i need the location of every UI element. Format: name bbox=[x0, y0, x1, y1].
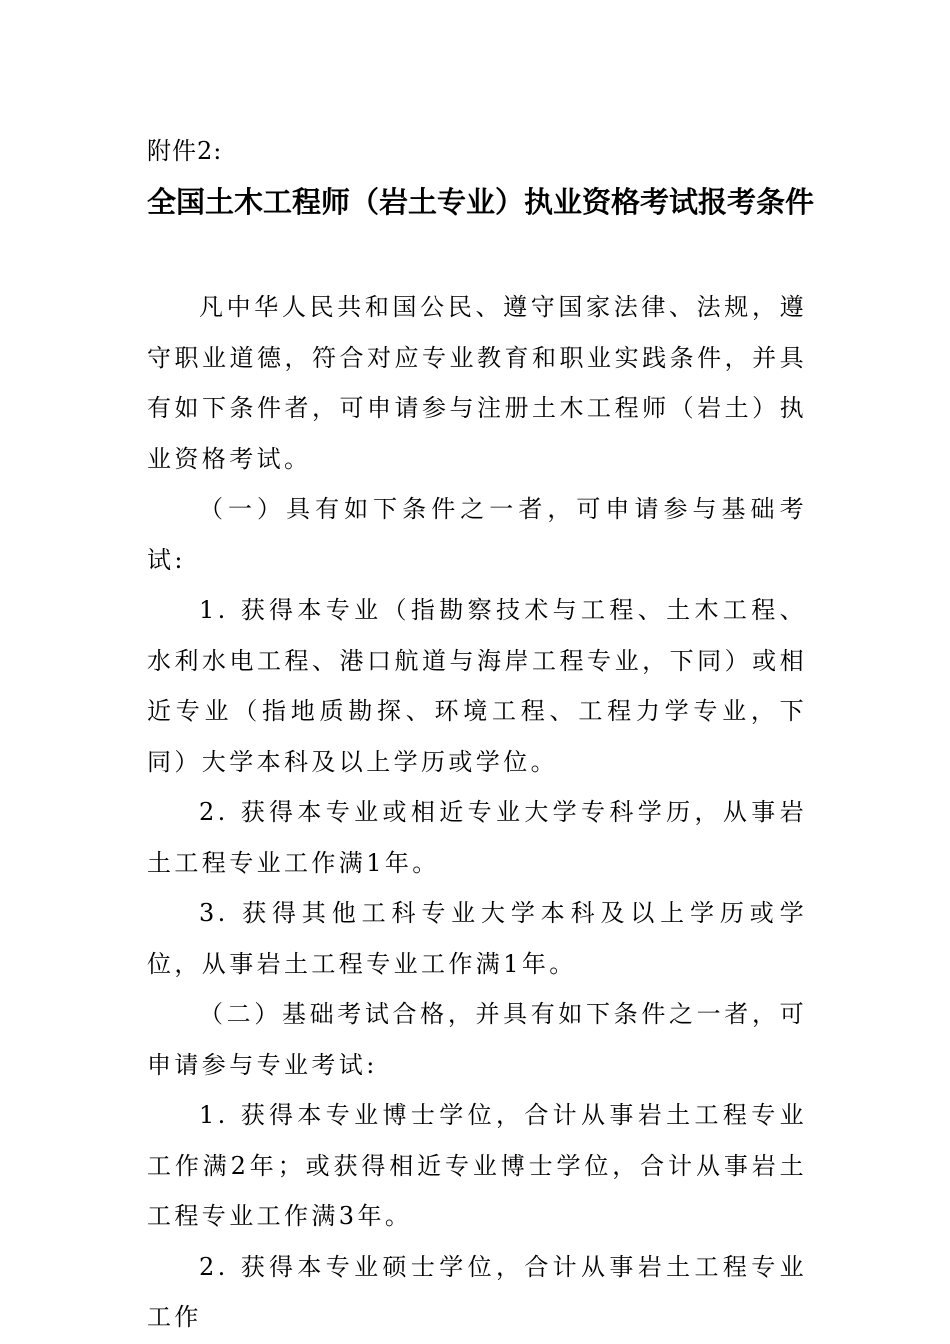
list-item: 2. 获得本专业硕士学位，合计从事岩土工程专业工作 bbox=[147, 1252, 807, 1331]
section-one-heading: （一）具有如下条件之一者，可申请参与基础考试: bbox=[147, 495, 807, 574]
attachment-label: 附件2: bbox=[147, 137, 223, 165]
document-body bbox=[147, 282, 807, 1343]
document-title: 全国土木工程师（岩土专业）执业资格考试报考条件 bbox=[147, 185, 815, 219]
intro-paragraph: 凡中华人民共和国公民、遵守国家法律、法规，遵守职业道德，符合对应专业教育和职业实践条件，并具有如下条件者，可申请参与注册土木工程师（岩土）执业资格考试。 bbox=[147, 293, 807, 473]
list-item: 1. 获得本专业博士学位，合计从事岩土工程专业工作满2年；或获得相近专业博士学位，合计从事岩土工程专业工作满3年。 bbox=[147, 1101, 807, 1230]
list-item: 2. 获得本专业或相近专业大学专科学历，从事岩土工程专业工作满1年。 bbox=[147, 798, 807, 877]
section-two-heading: （二）基础考试合格，并具有如下条件之一者，可申请参与专业考试: bbox=[147, 1000, 807, 1079]
list-item: 1. 获得本专业（指勘察技术与工程、土木工程、水利水电工程、港口航道与海岸工程专业，下同）或相近专业（指地质勘探、环境工程、工程力学专业，下同）大学本科及以上学历或学位。 bbox=[147, 596, 807, 776]
list-item: 3. 获得其他工科专业大学本科及以上学历或学位，从事岩土工程专业工作满1年。 bbox=[147, 899, 807, 978]
